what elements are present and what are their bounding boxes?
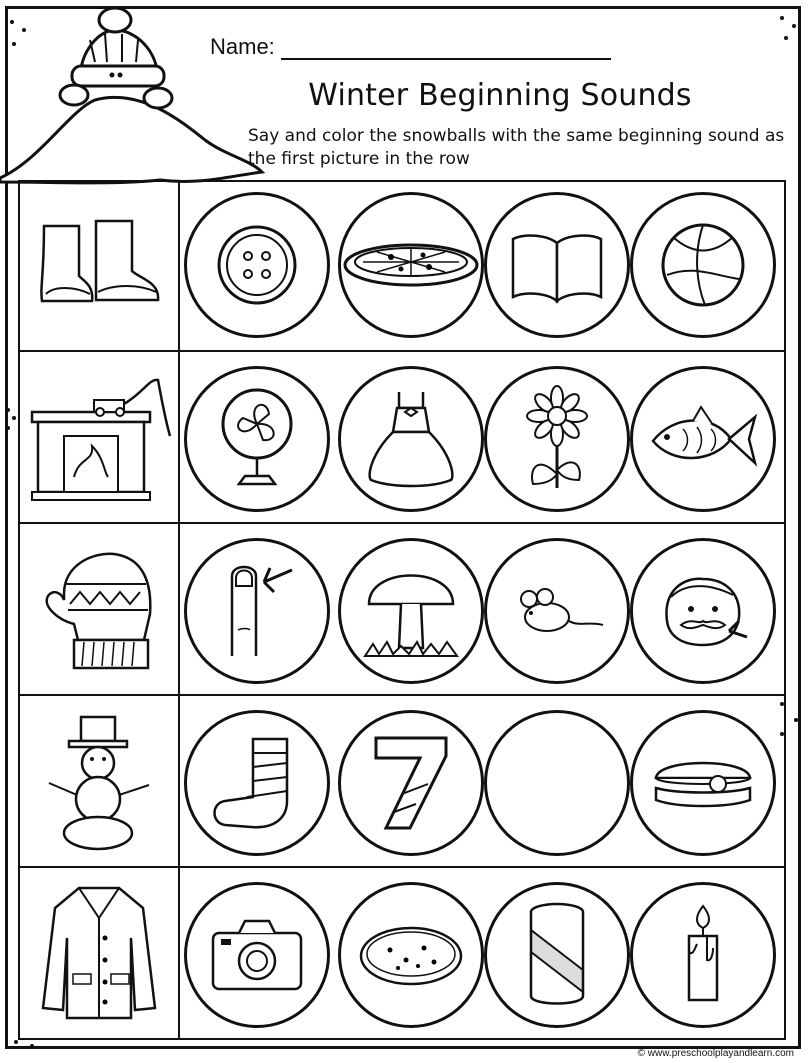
flower-icon (517, 384, 597, 494)
snowball[interactable] (484, 538, 630, 684)
snowball[interactable] (184, 366, 330, 512)
snowball[interactable] (484, 192, 630, 338)
mushroom-icon (361, 556, 461, 666)
decor-dot (6, 408, 10, 412)
worksheet-row (20, 696, 784, 868)
snowball[interactable] (630, 366, 776, 512)
worksheet-row (20, 182, 784, 352)
fan-icon (217, 384, 297, 494)
snowball[interactable] (338, 710, 484, 856)
worksheet-row (20, 524, 784, 696)
snowball[interactable] (630, 192, 776, 338)
dress-icon (361, 384, 461, 494)
decor-dot (6, 426, 10, 430)
worksheet-row (20, 868, 784, 1038)
snowball[interactable] (338, 366, 484, 512)
instructions: Say and color the snowballs with the same beginning sound as the first picture in the row (248, 126, 785, 169)
book-icon (507, 225, 607, 305)
snow-hat-illustration (0, 0, 270, 190)
decor-dot (30, 1044, 34, 1048)
snowball[interactable] (184, 192, 330, 338)
snowball[interactable] (484, 882, 630, 1028)
boots-icon (20, 182, 180, 350)
worksheet-grid (18, 180, 786, 1040)
sandwich-icon (648, 748, 758, 818)
ball-icon (653, 215, 753, 315)
candle-icon (673, 900, 733, 1010)
decor-dot (12, 416, 16, 420)
mustache-icon (653, 571, 753, 651)
snowball[interactable] (338, 192, 484, 338)
snowball[interactable] (338, 882, 484, 1028)
footer-copyright: © www.preschoolplayandlearn.com (637, 1048, 794, 1059)
name-label: Name: (210, 34, 275, 59)
decor-dot (792, 24, 796, 28)
decor-dot (14, 1040, 18, 1044)
snowman-icon (20, 696, 180, 866)
pizza-icon (341, 235, 481, 295)
snowball[interactable] (630, 538, 776, 684)
snowball[interactable] (484, 366, 630, 512)
decor-dot (780, 16, 784, 20)
snowball[interactable] (184, 710, 330, 856)
button-icon (212, 220, 302, 310)
mouse-icon (507, 581, 607, 641)
snowball[interactable] (184, 538, 330, 684)
snowball[interactable] (630, 882, 776, 1028)
name-field[interactable] (210, 34, 611, 60)
page-title: Winter Beginning Sounds (308, 78, 692, 113)
snowball[interactable] (484, 710, 630, 856)
finger-nail-icon (212, 556, 302, 666)
camera-icon (207, 915, 307, 995)
seven-icon (366, 728, 456, 838)
can-icon (522, 900, 592, 1010)
decor-dot (794, 718, 798, 722)
mitten-icon (20, 524, 180, 694)
snowball[interactable] (630, 710, 776, 856)
fish-icon (643, 399, 763, 479)
snowball[interactable] (338, 538, 484, 684)
coat-icon (20, 868, 180, 1038)
snowball[interactable] (184, 882, 330, 1028)
name-line[interactable] (281, 40, 611, 60)
fireplace-vacuum-icon (20, 352, 180, 522)
sock-icon (207, 733, 307, 833)
decor-dot (784, 36, 788, 40)
cookie-icon (356, 920, 466, 990)
worksheet-row (20, 352, 784, 524)
